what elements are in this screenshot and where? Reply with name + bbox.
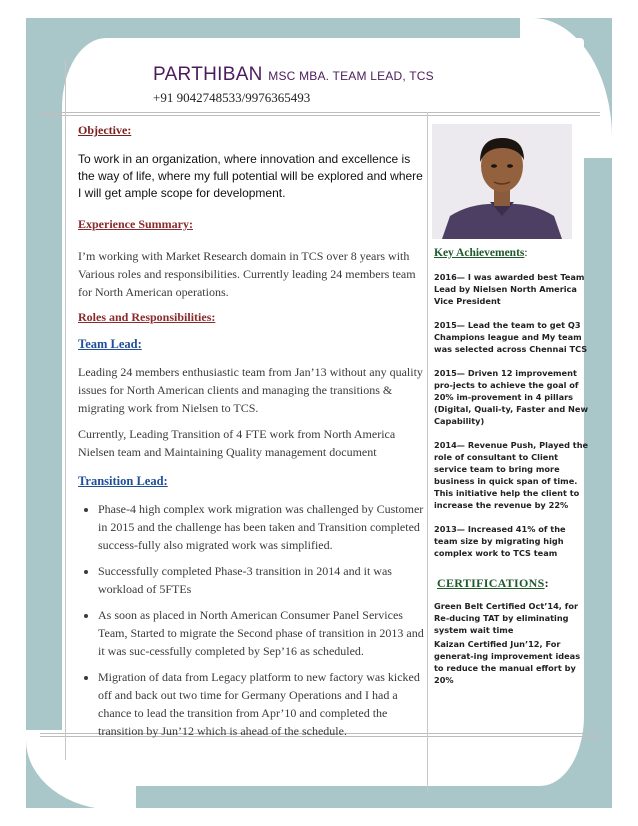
list-item: • As soon as placed in North American Consumer Panel Services Team, Started to migrate the Second phase of transition in 2013 and it was suc-cessfully completed by Sep’16 as scheduled. [98,606,428,660]
name-text: PARTHIBAN [153,64,263,85]
list-item: • Successfully completed Phase-3 transition in 2014 and it was workload of 5FTEs [98,562,428,598]
achievement-item: 2015— Lead the team to get Q3 Champions league and My team was selected across Chennai TCS [434,320,588,354]
side-column [434,247,590,686]
achievements-colon: : [524,247,528,259]
roles-heading: Roles and Responsibilities: [78,310,216,324]
team-lead-para-2: Currently, Leading Transition of 4 FTE work from North America Nielsen team and Maintaining Quality management document [78,427,396,459]
candidate-name [153,64,434,86]
list-item: • Migration of data from Legacy platform to new factory was kicked off and back out two time for Germany Operations and I had a chance to lead the transition from Apr’10 and completed the transition by Jun’12 which is ahead of the schedule. [98,668,428,740]
header-rule [40,112,600,113]
list-item: • Phase-4 high complex work migration was challenged by Customer in 2015 and the challenge has been taken and Transition completed success-fully also migrated work was simplified. [98,500,428,554]
left-margin-rule [65,60,66,760]
achievement-item: 2015— Driven 12 improvement pro-jects to achieve the goal of 20% im-provement in 4 pillars (Digital, Quali-ty, Faster and New Capability) [434,368,589,426]
team-lead-para-1: Leading 24 members enthusiastic team from Jan’13 without any quality issues for North American clients and managing the transitions & migrating work from Nielsen to TCS. [78,365,423,415]
certifications-heading-row [434,577,590,590]
objective-text: To work in an organization, where innovation and excellence is the way of life, where my full potential will be explored and where I will get ample scope for development. [78,152,423,200]
achievements-heading-row [434,247,590,259]
title-suffix: MSC MBA. TEAM LEAD, TCS [268,69,434,83]
profile-photo [432,124,572,239]
profile-photo-graphic [432,124,572,239]
experience-text: I’m working with Market Research domain in TCS over 8 years with Various roles and responsibilities. Currently leading 24 members team for North American operations. [78,249,416,299]
certifications-heading: CERTIFICATIONS [437,576,545,590]
achievement-item: 2013— Increased 41% of the team size by migrating high complex work to TCS team [434,524,566,558]
transition-lead-heading: Transition Lead: [78,474,168,488]
certification-item: Kaizan Certified Jun’12, For generat-ing improvement ideas to reduce the manual effort by 20% [434,639,581,685]
header-rule-2 [40,115,600,116]
achievement-item: 2014— Revenue Push, Played the role of consultant to Client service team to bring more business in quick span of time. This initiative help the client to increase the revenue by 22% [434,440,589,510]
main-column [78,122,428,740]
achievements-heading: Key Achievements [434,247,525,259]
experience-heading: Experience Summary: [78,217,193,231]
team-lead-heading: Team Lead: [78,337,142,351]
achievement-item: 2016— I was awarded best Team Lead by Nielsen North America Vice President [434,272,585,306]
phone-number: +91 9042748533/9976365493 [153,90,311,105]
certifications-colon: : [544,576,549,590]
objective-heading: Objective: [78,123,132,137]
transition-list [78,500,428,740]
certification-item: Green Belt Certified Oct’14, for Re-ducing TAT by eliminating system wait time [434,601,578,635]
